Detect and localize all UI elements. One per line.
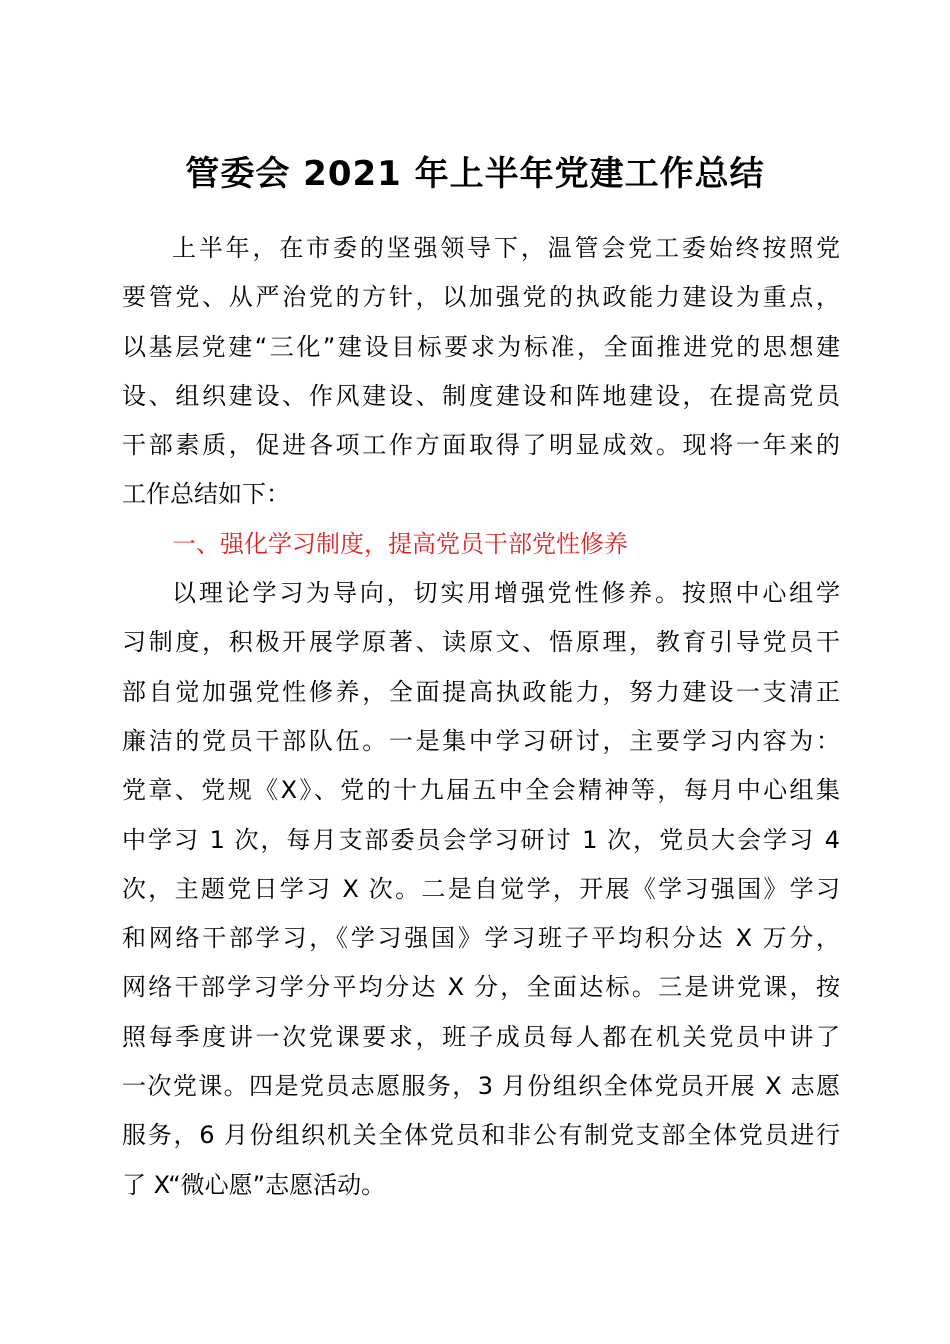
paragraph-line: 部自觉加强党性修养，全面提高执政能力，努力建设一支清正 <box>122 677 840 706</box>
paragraph-line: 工作总结如下： <box>122 480 290 509</box>
paragraph-line: 干部素质，促进各项工作方面取得了明显成效。现将一年来的 <box>122 431 840 460</box>
paragraph-line: 一次党课。四是党员志愿服务，3 月份组织全体党员开展 X 志愿 <box>122 1072 840 1101</box>
paragraph-line: 上半年，在市委的坚强领导下，温管会党工委始终按照党 <box>172 234 840 262</box>
paragraph-line: 以理论学习为导向，切实用增强党性修养。按照中心组学 <box>172 579 840 608</box>
paragraph-line: 要管党、从严治党的方针，以加强党的执政能力建设为重点， <box>122 283 840 312</box>
paragraph-line: 中学习 1 次，每月支部委员会学习研讨 1 次，党员大会学习 4 <box>122 825 840 854</box>
paragraph-line: 照每季度讲一次党课要求，班子成员每人都在机关党员中讲了 <box>122 1022 840 1051</box>
paragraph-line: 习制度，积极开展学原著、读原文、悟原理，教育引导党员干 <box>122 628 840 657</box>
paragraph-line: 服务，6 月份组织机关全体党员和非公有制党支部全体党员进行 <box>122 1121 840 1150</box>
paragraph-line: 次，主题党日学习 X 次。二是自觉学，开展《学习强国》学习 <box>122 874 840 903</box>
paragraph-line: 网络干部学习学分平均分达 X 分，全面达标。三是讲党课，按 <box>122 973 840 1002</box>
paragraph-line: 了 X“微心愿”志愿活动。 <box>122 1170 386 1199</box>
document-body <box>122 224 840 1210</box>
paragraph-line: 党章、党规《X》、党的十九届五中全会精神等，每月中心组集 <box>122 776 840 805</box>
document-title: 管委会 2021 年上半年党建工作总结 <box>185 154 765 194</box>
paragraph-line: 廉洁的党员干部队伍。一是集中学习研讨，主要学习内容为： <box>122 726 840 755</box>
paragraph-line: 设、组织建设、作风建设、制度建设和阵地建设，在提高党员 <box>122 381 840 410</box>
paragraph-line: 和网络干部学习，《学习强国》学习班子平均积分达 X 万分， <box>122 924 840 953</box>
paragraph-line: 以基层党建“三化”建设目标要求为标准，全面推进党的思想建 <box>122 332 840 361</box>
section-heading: 一、强化学习制度，提高党员干部党性修养 <box>172 529 628 558</box>
